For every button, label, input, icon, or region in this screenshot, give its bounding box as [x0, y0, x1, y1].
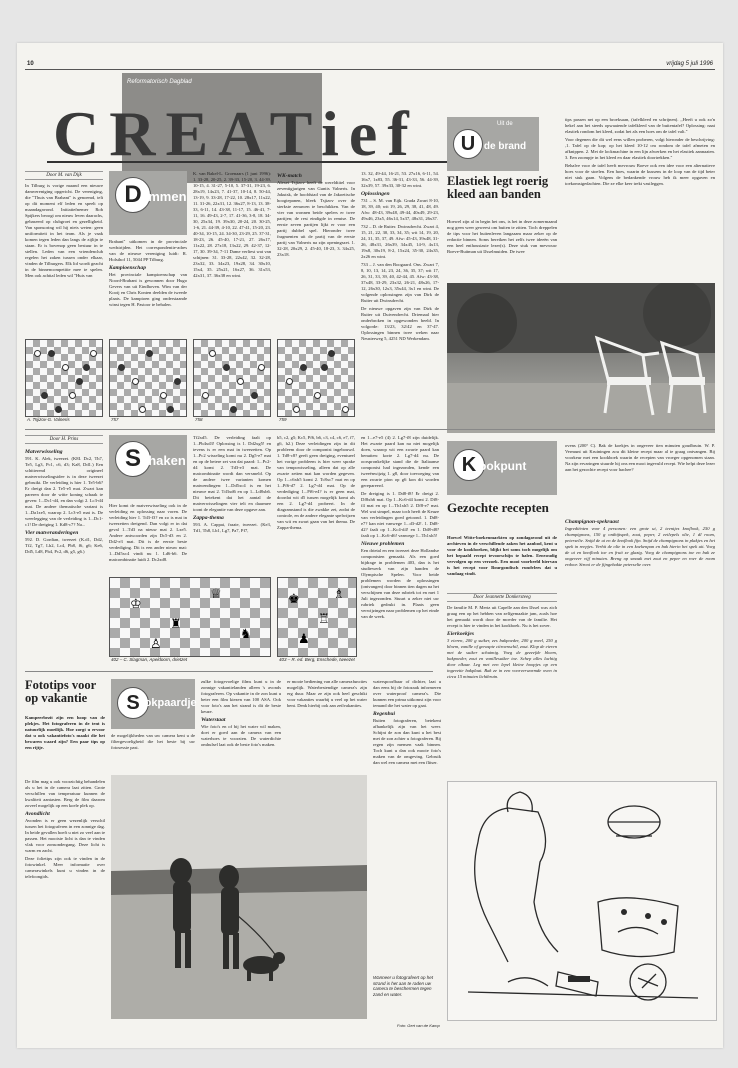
kookpunt-col1b-text: 3 eieren, 200 g suiker, zes bakpoeder, 200 g meel, 250 g bloem, vanille of geraspte citroenschil, zout. Klop de eieren met de suiker schuimig. Voeg de gezeefde bloem, bakpoeder, zout en vanillesuiker toe. Schep alles luchtig door elkaar. Leg met een lepel kleine hoopjes op een ingevette bakplaat. Bak ze in een voorverwarmde oven in circa 15 minuten lichtbruin.: [447, 638, 557, 679]
draughts-piece: [132, 378, 139, 385]
dammen-col2-text: Brabant" uitkomen in de provinciale wedstrijden. Het correspondentie-adres van de nieuwe vereniging luidt: R. Holsthof 11, 5044 PP Tilburg.: [109, 239, 187, 262]
kookpunt-logo-letter: K: [453, 449, 485, 481]
schaken-sub-vier: Vier matveranderingen: [25, 530, 79, 536]
draughts-piece: [342, 406, 349, 413]
uitdebrand-title: Elastiek legt roerig kleed aan banden: [447, 174, 549, 202]
section-divider-1: [25, 429, 715, 430]
draughts-piece: [41, 392, 48, 399]
header-rule: [25, 69, 715, 70]
page-number: 10: [27, 61, 34, 67]
kookpunt-col2b-text: Ingrediënten voor 4 personen: een grote ui, 2 teentjes knoflook, 250 g champignons, 150 g ontbijtspek, zout, peper, 2 eetlepels olie, 1 dl room, peterselie. Snijd de ui en de knoflook fijn. Snijd de champignons in plakjes en het spek in reepjes. Verhit de olie in een koekenpan en bak hierin het spek uit. Voeg de ui en knoflook toe en fruit ze glazig. Voeg de champignons toe en bak ze ongeveer vijf minuten. Breng op smaak met zout en peper en roer de room erdoor. Strooi er de fijngehakte peterselie over.: [565, 526, 715, 567]
svg-text:♚: ♚: [288, 591, 300, 606]
uitdebrand-logo-small: Uit de: [497, 121, 513, 127]
dammen-sub-kampioenschap: Kampioenschap: [109, 265, 146, 271]
stokpaardje-logo-letter: S: [117, 687, 149, 719]
chess-pieces-2: [278, 578, 356, 656]
stokpaardje-logo-word: tokpaardje: [141, 697, 197, 709]
uitdebrand-col1: Hoewel zijn al in begin het ons, is het in deze zomermaand nog geen weer geweest om buiten te zitten. Toch dreppelen de tips voor het buitenleven langzaam maar zeker op de redactie binnen. Soms bereiken het zelfs twee ideeën van een heel enthousiaste lezer(s). Deze stuk van mevrouw Boeve-Buitman uit IJsselmuiden. De twee: [447, 219, 557, 254]
kookpunt-col1-text: De familie M. P. Mertz uit Capelle aan den IJssel was zich graag een op het hebben van zelfgemaakte jam, zoals hoe het gemaakt wordt door de moeder van de familie. Het recept is hier te vinden in het kookboek. Nu is het zover.: [447, 605, 557, 628]
dammen-col4: [277, 171, 355, 335]
chess-pieces-1: [110, 578, 270, 656]
dammen-col2b-text: Het provinciale kampioenschap van Noord-Brabant is gewonnen door Hugo Gevers van uit Eindhoven. Wim van der Kooij en Chris Konten deelden de tweede plaats. De kampioen ging onderstaande winst tegen H. Pastoor te behalen.: [109, 272, 187, 307]
kookpunt-col2: [565, 517, 715, 775]
beach-photo: [111, 775, 367, 1019]
beach-photo-credit: Foto: Gert van de Kamp: [397, 1023, 440, 1028]
stokpaardje-title: Fototips voor op vakantie: [25, 678, 96, 706]
dammen-col2: [109, 239, 187, 335]
chess-caption-2: 403 – R. ed. Berg, Enschede, tweezet: [279, 657, 355, 662]
schaken-col5-text: en 1...e7-e5 (4) 2. Lg7-f8 zijn duidelijk. Het zwarte paard kan na niet mogelijk doen, waarop wit een zwarte paard kan benutten: korte 2. Lg7-d4 nu. De oorspronkelijke stand die de Italiaanse componist had ingezonden, kende een tweeënwijzig 1. g8, door toevoeging van een zwarte pion op g6 kon dit worden gerepareerd.: [361, 435, 439, 488]
svg-text:♞: ♞: [240, 626, 252, 641]
garden-chairs-photo: [447, 283, 715, 433]
dammen-intro: In Tilburg is vorige maand een nieuwe damvereniging opgericht. De vereniging, die "Thuis van Brabant" is genoemd, telt op dit moment elf leden en speelt op maandagavond. Initiatiefnemer Rob Spijkers beoogt om nieuw leven daarachs, gebaseerd op clubgroei en gezelligheid. Van sponsoring wil hij niets weten: geen uniformiteit in het team. Als je vaak komen tegen leden dan langs de zijlijn te staan. Er is bovenop geen bestuur in te stellen. Leden van een vriendenclub regelen het zaken tussen onder elkaar, vinden de Tilburgers. Elk lid wordt geacht in de binnencompetitie mee te spelen. Men ook achttal leden wil "Huis van: [25, 183, 103, 278]
draughts-piece: [90, 350, 97, 357]
draughts-piece: [118, 364, 125, 371]
kookpunt-col1: [447, 605, 557, 775]
schaken-logo: [109, 435, 187, 499]
draughts-caption-3: 758: [195, 417, 203, 422]
stokpaardje-col4: er mooie bediening van alle camerafuncties mogelijk. Waterbestendige camera's zijn erg duur. Maar ze zijn ook heel geschikt voor vakanties waarbij u veel op het water bent. Denk hierbij ook aan zeilvakanties.: [287, 679, 367, 708]
chess-board-2: [277, 577, 357, 657]
draughts-piece: [139, 406, 146, 413]
draughts-piece: [209, 350, 216, 357]
kookpunt-lead: Hoewel Witte-boekenmarkten op zondagavond uit de archieven in de verschillende zaken het aanbod, kent u voor de kookboeken, blijkt het soms toch mogelijk om het bepaald recept tevoorschijn te halen. Eenvoudig vervolgen op een verzoek. Een mooi voorbeeld hiervan is het recept voor Bourgondisch rundvlees dat u vandaag vindt.: [447, 535, 557, 576]
kookpunt-sub-champignon: Champignon-spekraast: [565, 519, 619, 525]
stokpaardje-col3: [201, 679, 281, 769]
dammen-col5c: 732 – D. de Ruiter. Dwinsdrecht. Zwart 4, 15, 21, 22, 30, 33, 34, 35; wit 14, 19, 20, 24, 31, 35, 37, 49. Afw: 45-43, 39x48, 31-26, 48x31, 26x39, 34x45, 14-9, 4x13, 19x8, 30x19, 8-2, 15x24, 35-30, 24x35, 2x26 en wint.: [361, 224, 439, 259]
schaken-col5: [361, 435, 439, 663]
dammen-col5e: De nieuwe opgaven zijn van Dirk de Ruiter uit Duivendrecht. Driemaal hier onderbroken in opgewonden beeld. In volgorde: 13/23, 32/42 en 37-47. Oplossingen binnen twee weken naar Neusterweg 5, 4251 ND Werkendam.: [361, 306, 439, 341]
draughts-caption-2: 757: [111, 417, 119, 422]
schaken-col1b-text: 592. D. Gordian, tweezet (K.d1, Dd2, Tf2, Tg7, Lh2, Lc4, Pb8, f6, g6; Ke6, Dd5, Ld8, Pb4, Pc2, d6, g5, g6.): [25, 537, 103, 554]
stokpaardje-sub-waterstaat: Waterstaat: [201, 717, 226, 723]
dammen-author: Door M. van Dijk: [25, 171, 103, 180]
kookpunt-title: Gezochte recepten: [447, 500, 549, 515]
svg-text:♟: ♟: [298, 631, 310, 646]
chess-board-1: [109, 577, 271, 657]
garden-chairs-illustration: [447, 283, 715, 433]
schaken-logo-letter: S: [115, 441, 151, 477]
draughts-piece: [328, 350, 335, 357]
kookpunt-sub-eierkoekjes: Eierkoekjes: [447, 631, 475, 637]
schaken-col2: Hier komt de matverwisseling ook in de verleiding en oplossing naar voren. De verleiding hier 1. Td3-f3? en zo is mat in tweezetten dreigend. Dan volgt er in dat geval 1...Td3 na nieuw mat 2. Lxe5. Andere antwoorden zijn Dc5-d3 en 2. Dd2-e3 mat. Dit is de eerste beste verdediging. Dit is een ander nieuw mat: 1...Dd5xc4 vindt nu 1. Ld6-b6. De matcombinatie luidt 2. Dc2xd8.: [109, 503, 187, 562]
schaken-col3-text: Tf2xd5. De verleiding faalt op 1...Pb4xd3! Oplossing is 1. Dd2xg5! en tevens is er een mat in tweezetten. Op 1...Pc2 wisseling komt nu 2. Dg5-e7 mat en op de betere zet van dat paard: 1...Pc2-d4 komt 2. Td3-e3 mat. De matcombinatie wordt dan versmeld. Op de andere twee varianten komen matwendingen: 1...Dd5xc4 is en het nieuwe mat 2. Td3xd6 en op 1...Ld8xb6. Dit betekent dat het aantal de matverwisselingen vier telt en daarmee toont de elegantie van deze opgave aan.: [193, 435, 271, 512]
dammen-logo-letter: D: [115, 177, 151, 213]
beach-illustration: [111, 775, 367, 1019]
stokpaardje-col5-text: waterspoorlbaar of dichter, laat u dan eens bij de fotozaak informeren over waterproof camera's. Die kunnen een prima uitkomst zijn voor iemand die het water op gaat.: [373, 679, 441, 708]
draughts-piece: [69, 392, 76, 399]
dammen-col3: K. van Bakel-L. Groenaars (1 juni 1996): 1. 33-28, 20-25, 2. 39-33, 15-20, 3. 44-39, 10-15, 4. 31-27, 5-10, 5. 37-31, 19-23, 6. 28x19, 14x23, 7. 41-37, 10-14, 8. 50-44, 13-19, 9. 33-28, 17-22, 10. 28x17, 11x22, 11. 31-26, 22x31, 12. 36x27, 8-13, 13. 38-33, 6-11, 14. 43-38, 11-17, 15. 46-41, 7-11, 16. 49-43, 2-7, 17. 41-36, 3-8, 18. 34-30, 25x34, 19. 39x30, 20-24, 20. 30-25, 1-6, 21. 44-39, 4-10, 22. 47-41, 15-20, 23. 40-34, 10-15, 24. 34-30, 23-29, 25. 37-31, 18-23, 26. 45-40, 17-21, 27. 26x17, 11x22, 28. 27x18, 13x22, 29. 42-37, 12-17, 30. 39-34, 7-11 Dame verliest wat van schijnen: 31. 33-28, 22x42, 32. 32-28, 23x32, 33. 34x23, 19x28, 34. 30x10, 15x4, 35. 25x21, 16x27, 36. 31x53, 42x31, 37. 36x38 en wint.: [193, 171, 271, 278]
uitdebrand-logo-word: it de brand: [475, 141, 527, 152]
chess-caption-1: 402 – C. Slagman, Apeldoorn, drietzet: [111, 657, 188, 662]
stokpaardje-col1: [25, 779, 105, 1019]
dammen-sub-wkmatch: WK-match: [277, 173, 302, 179]
stokpaardje-lead: Kampeerbezit zijn een hoop van de plekjes. Het fotograferen in de tent is natuurlijk moeilijk. Hoe zorgt u ervoor dat u ook vakantiefoto's maakt die het bewaren waard zijn? Een paar tips op een rijtje.: [25, 715, 105, 750]
stokpaardje-col2: de mogelijkheden van uw camera kent u de filtergevoeligheid die het beste bij uw fotosessie past.: [111, 733, 195, 750]
stokpaardje-col5b-text: Buiten fotograferen, betekent afhankelijk zijn van het weer. Schijnt de zon dan kunt u het best met de zon achter u fotograferen. Bij regen zijn mensen vaak binnen. Toch kunt u dan ook mooie foto's maken van de omgeving. Gebruik dan wel een camera met een flitser.: [373, 718, 441, 765]
draughts-piece: [258, 364, 265, 371]
beach-photo-caption: Wanneer u fotografeert op het strand is het aan te raden uw camera te beschermen tegen zand en water.: [373, 975, 433, 997]
draughts-piece: [202, 392, 209, 399]
uitdebrand-col2b-text: Voor degenen die dit wel eens willen proberen, volgt hieronder de beschrijving: ,1. Tafel op de kop; op het kleed 10-12 cm rondom de tafel afmeten en afknippen. 2. Met de lockmachine in een lijn afwerken en het elastiek aannaaien. 3. Een zoompje in het kleed en daar elastiek doortrekken.": [565, 137, 715, 160]
draughts-piece: [83, 364, 90, 371]
draughts-piece: [321, 364, 328, 371]
draughts-piece: [55, 406, 62, 413]
draughts-caption-1: A. Tsjizov-G. Valneris: [27, 417, 70, 422]
schaken-author: Door H. Prins: [25, 435, 103, 444]
stokpaardje-sub-avondlicht: Avondlicht: [25, 811, 50, 817]
schaken-sub-nieuwe: Nieuwe problemen: [361, 541, 405, 547]
draughts-piece: [62, 364, 69, 371]
paper-name: Reformatorisch Dagblad: [127, 79, 192, 85]
svg-text:♗: ♗: [333, 586, 345, 601]
stokpaardje-col1b-text: Avonden is er geen wezenlijk verschil tussen het fotograferen in een zonnige dag. In beide gevallen hoeft u niet zo veel aan te passen. Het mooiste licht is dan te vinden vlak voor zonsondergang. Deze licht is warm en zacht.: [25, 818, 105, 853]
page-date: vrijdag 5 juli 1996: [666, 61, 713, 67]
kookpunt-logo: [447, 441, 557, 495]
svg-text:♖: ♖: [318, 611, 330, 626]
dammen-sub-oplossingen: Oplossingen: [361, 191, 390, 197]
schaken-col1: [25, 447, 103, 663]
draughts-piece: [314, 392, 321, 399]
uitdebrand-logo-letter: U: [453, 129, 483, 159]
stokpaardje-col3-text: zulke fotogevoelige films kunt u in de zonnige vakantielanden alleen 's avonds fotograferen. Op vakantie in de zon kunt u beter een film kiezen van 100 ASA. Ook voor foto's aan het strand is dit de beste keuze.: [201, 679, 281, 714]
stokpaardje-sub-regenbui: Regenbui: [373, 711, 396, 717]
newspaper-page: [17, 43, 723, 1048]
svg-text:♔: ♔: [130, 596, 142, 611]
draughts-piece: [48, 350, 55, 357]
stokpaardje-col1-text: De film mag u ook voorzichtig behandelen als u het in de camera laat zitten. Grote verschillen van temperatuur kunnen de kwaliteit aantasten. Berg de film daarom zoveel mogelijk op een koele plek op.: [25, 779, 105, 808]
stokpaardje-col1c-text: Deze folietips zijn ook te vinden in de fotowinkel. Meer informatie over camerawinkels kunt u vinden in de telefoongids.: [25, 856, 105, 879]
draughts-piece: [223, 364, 230, 371]
svg-text:♙: ♙: [150, 636, 162, 651]
draughts-piece: [146, 350, 153, 357]
draughts-board-2: [109, 339, 187, 417]
draughts-piece: [293, 406, 300, 413]
dammen-col5-text: 13. 32, 49-44, 16-21, 53. 27x16, 6-11, 54. 16x7, 1x83, 55. 36-31, 43-33, 56. 44-39, 32x39, 57. 39x33, 30-32 en wint.: [361, 171, 439, 188]
draughts-piece: [251, 392, 258, 399]
stokpaardje-col3b-text: Wie foto's en of bij het water wil maken, doet er goed aan de camera van een waterhoes te voorzien. De waterdichte omhulsel laat ook de beste foto's maken.: [201, 724, 281, 747]
draughts-piece: [230, 406, 237, 413]
uitdebrand-col2: [565, 117, 715, 277]
schaken-col3: [193, 435, 271, 573]
uitdebrand-logo: [447, 117, 539, 171]
schaken-sub-zappa: Zappa-thema: [193, 515, 224, 521]
schaken-sub-matverwisseling: Matverwisseling: [25, 449, 63, 455]
schaken-col5b-text: De dreiging is 1. Dd8-f8! Er dreigt 2. Df8xh6 mat. Op 1...Kc6-d4 komt 2. Df8-f4 mat en op 1...Th1xh5 2. Df8-e7 mat. Wel wat simpel, maar toch heeft de Keuze van verleidingen goed getoond. 1. Dd8-e7? kan niet vanwege 1...d3-d2!. 1. Dd8-d2? faalt op 1...Kc4-d4! en 1. Dd8-d8? faalt op 1...Kc6-d6! vanwege 1...Th1xh5!: [361, 491, 439, 538]
stokpaardje-col5: [373, 679, 441, 969]
dammen-col5d: 733 – J. van den Boogaard. Ons. Zwart 7, 8, 10, 13, 14, 23, 24, 36, 35, 37; wit 17, 26, 31, 33, 39, 40, 42-44, 45. Afw: 43-38, 37x48, 33-29, 23x32, 26-21, 48x26, 17-12, 26x30, 12x3, 35x44, 3x1 en wint. De volgende oplossingen zijn van Dirk de Ruiter uit Dwinsdrecht.: [361, 262, 439, 303]
kookpunt-top-col: ovens (200° C). Bak de koekjes in ongeveer tien minuten goudbruin. W. P. Vermunt uit Kruiningen zou dit kleine recept maar al te graag ontvangen. Bij voorkeur met een kookboek waarin de recepten van vroeger opgenomen staan. Na zijn ervaringen stuurde hij ons een mooi ingevuld recept. Wie helpt deze lezer aan het gezochte recept voor hachee?: [565, 443, 715, 472]
dammen-logo-word: ammen: [141, 189, 187, 204]
dammen-col5: [361, 171, 439, 381]
cooking-illustration: [447, 781, 717, 1021]
uitdebrand-col2-text: tips passen net op een broeksaan, (tafelkleed en schrijnen). ,,Heeft u ook zo'n hekel aan het steeds opwaaiende tafelkleed van de buitentafel? Oplossing: naai elastiek rondom het kleed, zodat het als een hoes om de tafel valt.": [565, 117, 715, 134]
section-divider-2: [25, 671, 433, 672]
dammen-col4-text: Alexei Tsjizov heeft de wereldtitel voor zeventigjarigen van Guntis Valneris. In Jakutsk, de hoofdstad van de Jakoetische hoogtepanen, bleek Tsjizov over de sterkste zenuwen te beschikken. Van de vier van wonnen beide spelers er twee partijen; de rest eindigde in remise. De eerste zeven partijen lijkt er voor een partij dubbel spel. Hieronder twee fragmenten uit de partij van de eerste partij van Valneris na zijn openingszet. 1. 32-28, 20x29, 2. 45-40, 18-23, 3. 34x25, 23x18.: [277, 180, 355, 257]
kookpunt-author: Door Jeannette Donkersteeg: [447, 593, 557, 602]
kookpunt-logo-word: ookpunt: [479, 459, 527, 473]
draughts-piece: [160, 392, 167, 399]
uitdebrand-col2c-text: Behalve voor de tafel heeft mevrouw Boeve ook een idee voor een alternatieve hoes voor de stoelen. Een hoes, waarin de kussens in de loop van de tijd beter niet stuk gaan. Volgens de bedankende vrouw heb ik meer opgaven en toekomstgedachten. Die ze elke keer trekt vastleggen.: [565, 163, 715, 186]
draughts-board-1: [25, 339, 103, 417]
schaken-logo-word: chaken: [141, 453, 186, 468]
draughts-piece: [34, 350, 41, 357]
draughts-caption-4: 759: [279, 417, 287, 422]
draughts-board-4: [277, 339, 355, 417]
dammen-col5b: 731 – S. M. van Eijk. Grada Zwart 8-10, 18, 39, 40; wit 19, 26, 29, 38, 41, 48, 49. Afw: 48-43, 39x48, 49-44, 40x49, 29-23, 49x46, 23x5, 46x14, 5x37, 48x31, 26x37.: [361, 198, 439, 221]
draughts-board-3: [193, 339, 271, 417]
cooking-drawing: [448, 782, 716, 1020]
schaken-col5c-text: Een drietal en een tweezet deze Hollandse componisten gemaakt. Als een goed bijdrage in problemen 403, dan is het studiewerk van zijn handen de Olympische Spelen. Voor beide problemen worden de oplossingen (ontvangen) door binnen tien dagen na het verschijnen van deze rubriek tot en met 1 Juli ingezonden. Stuurt u zeker niet uw rubriek gedrukt in. Plaats geen verwijzingen naar problemen op het einde van de week.: [361, 548, 439, 619]
draughts-piece: [174, 378, 181, 385]
draughts-piece: [300, 364, 307, 371]
schaken-col1-text: 591. K. Alek, tweezet. (K8I. Dc2, Th7, Te5, Lg3, Pc1, c6, d3; Ka8, Dd1.) Een schitterend origineel matverwisselingsidee is in deze tweezet gebruikt. De verleiding is hier 1. Te5-b6? Er dreigt dan 2. Te5-e5 mat. Zwart kan pareren door de witte koning schaak te geven: 1...Dc1-d4, en dan volgt 2. Lc3-d4 mat. De andere thematische variant is 1...Da1xe5, waarop 2. Lc3-e5 mat is. De weerlegging van de verleiding is 1...Dc1-c1! De dreiging 1. Kd8-c7? Na...: [25, 456, 103, 527]
svg-text:♜: ♜: [170, 616, 182, 631]
masthead-title: CREATief: [53, 98, 419, 169]
schaken-col4: b5, c2, g5; Kc5, Pf6, b6, c3, c4, c6, e7, f7, g6, h2.) Deze verleidingen zijn in dit probleem door de componist ingebouwd. 1. Td8-c8? geeft geen dreiging, eventueel het vorige probleem is hier weer sprake van tempowisseling, alleen dat op alle zwarte zetten mat kan worden gegeven. Op 1...c6xb5 komt 2. Tc8xc7 mat en op 1...Pf6-d7 2. Lg7-d4 mat. Op de verdediging 1...Pf6-e4? is er geen mat, doordat wit d5 tussen mogelijk komt als een 2. Lg7-d4 probeert. In de diagramstand is die zwakke zet, zodat de controle, en de andere elegante spelwijzen van wit en zwart gaan van het thema. De Zappa-thema.: [277, 435, 355, 530]
draughts-piece: [76, 378, 83, 385]
draughts-piece: [237, 378, 244, 385]
schaken-col3b-text: 593. A. Cappai, fraaie, tweezet. (Ke3, Td1, Th8, Lb1, Lg7, Pa7, Pf7,: [193, 522, 271, 533]
svg-text:♕: ♕: [210, 586, 222, 601]
draughts-piece: [167, 406, 174, 413]
stokpaardje-logo: [111, 679, 195, 729]
draughts-piece: [286, 378, 293, 385]
dammen-logo: [109, 171, 187, 235]
